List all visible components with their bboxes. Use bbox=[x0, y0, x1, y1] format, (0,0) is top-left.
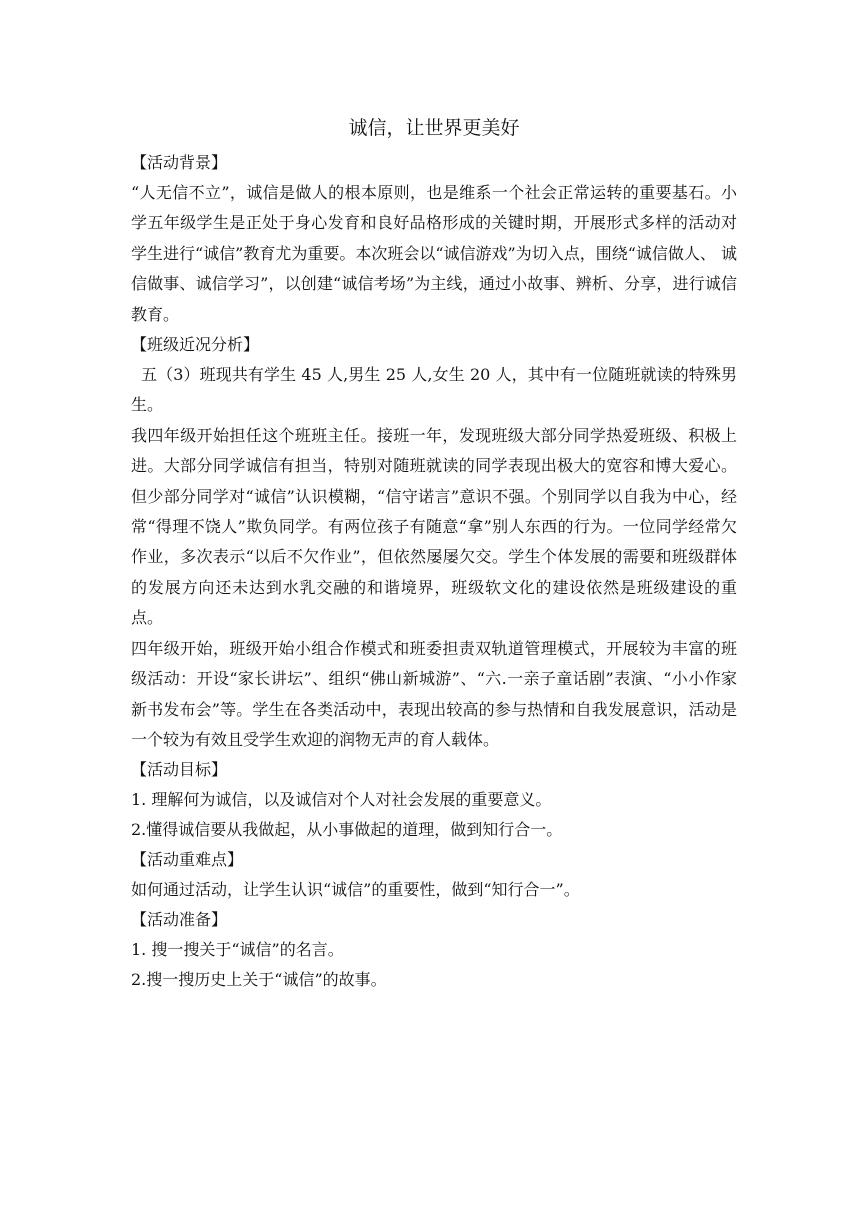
section-heading-key-points: 【活动重难点】 bbox=[131, 850, 244, 870]
section-key-points bbox=[131, 845, 737, 905]
background-paragraph: “人无信不立”，诚信是做人的根本原则，也是维系一个社会正常运转的重要基石。小学五年级学生是正处于身心发育和良好品格形成的关键时期，开展形式多样的活动对学生进行“诚信”教育尤为重要。本次班会以“诚信游戏”为切入点，围绕“诚信做人、 诚信做事、诚信学习”，以创建“诚信考场”为主线，通过小故事、辨析、分享，进行诚信教育。 bbox=[131, 183, 737, 324]
section-heading-class-analysis: 【班级近况分析】 bbox=[131, 335, 260, 355]
section-preparation bbox=[131, 905, 737, 995]
preparation-item-1: 1. 搜一搜关于“诚信”的名言。 bbox=[131, 940, 344, 960]
section-class-analysis bbox=[131, 330, 737, 755]
section-heading-goals: 【活动目标】 bbox=[131, 760, 228, 780]
class-analysis-paragraph-3: 四年级开始，班级开始小组合作模式和班委担责双轨道管理模式，开展较为丰富的班级活动：开设“家长讲坛”、组织“佛山新城游”、“六.一亲子童话剧”表演、“小小作家新书发布会”等。学生在各类活动中，表现出较高的参与热情和自我发展意识，活动是一个较为有效且受学生欢迎的润物无声的育人载体。 bbox=[131, 638, 737, 749]
key-points-paragraph: 如何通过活动，让学生认识“诚信”的重要性，做到“知行合一”。 bbox=[131, 880, 580, 900]
class-analysis-paragraph-1: 五（3）班现共有学生 45 人,男生 25 人,女生 20 人，其中有一位随班就读的特殊男生。 bbox=[131, 365, 737, 415]
section-heading-background: 【活动背景】 bbox=[131, 153, 228, 172]
goal-item-1: 1. 理解何为诚信，以及诚信对个人对社会发展的重要意义。 bbox=[131, 790, 552, 810]
document-title: 诚信，让世界更美好 bbox=[348, 117, 520, 139]
section-background bbox=[131, 148, 737, 330]
goal-item-2: 2.懂得诚信要从我做起，从小事做起的道理，做到知行合一。 bbox=[131, 820, 563, 840]
preparation-item-2: 2.搜一搜历史上关于“诚信”的故事。 bbox=[131, 970, 387, 990]
section-heading-preparation: 【活动准备】 bbox=[131, 910, 228, 930]
document-page bbox=[131, 108, 737, 995]
section-goals bbox=[131, 755, 737, 845]
class-analysis-paragraph-2: 我四年级开始担任这个班班主任。接班一年，发现班级大部分同学热爱班级、积极上进。大部分同学诚信有担当，特别对随班就读的同学表现出极大的宽容和博大爱心。但少部分同学对“诚信”认识模糊，“信守诺言”意识不强。个别同学以自我为中心，经常“得理不饶人”欺负同学。有两位孩子有随意“拿”别人东西的行为。一位同学经常欠作业，多次表示“以后不欠作业”，但依然屡屡欠交。学生个体发展的需要和班级群体的发展方向还未达到水乳交融的和谐境界，班级软文化的建设依然是班级建设的重点。 bbox=[131, 425, 737, 628]
